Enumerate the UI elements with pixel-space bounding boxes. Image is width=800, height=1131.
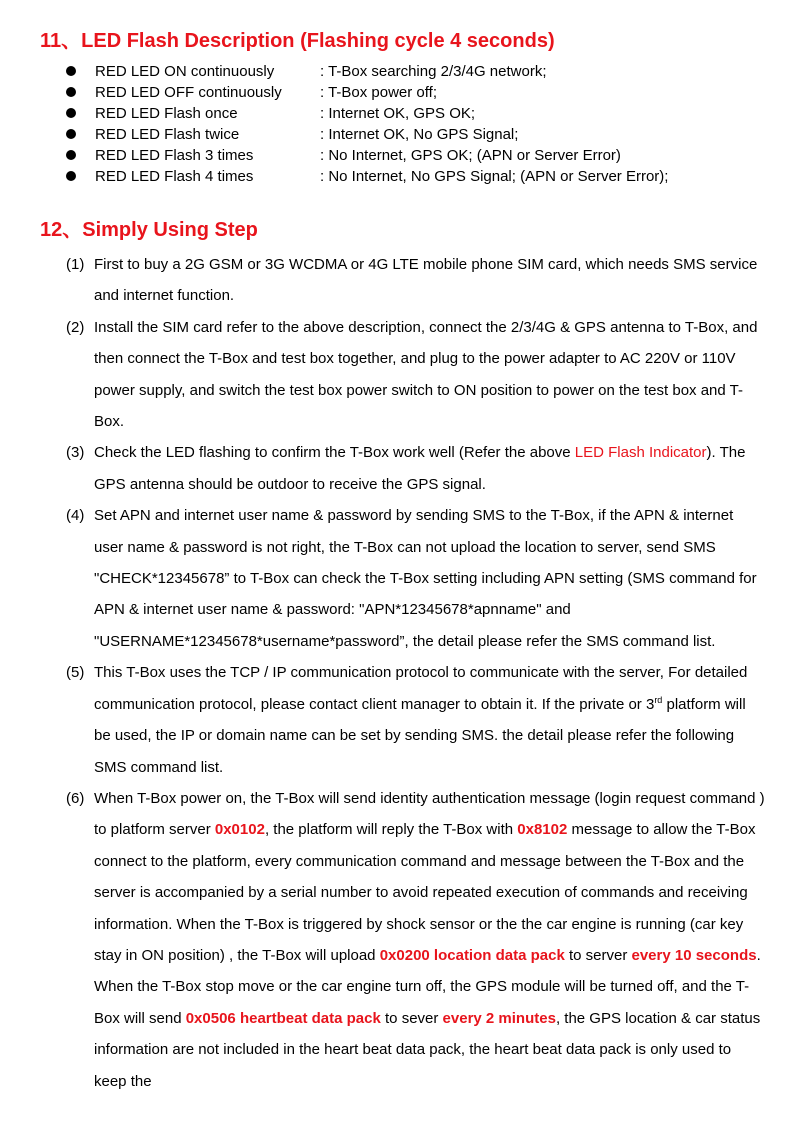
bullet-icon (66, 150, 76, 160)
step-text: . When the T-Box stop move or the car engine turn off, the GPS module will be turned off, and the T-Box will send (94, 946, 761, 1027)
led-state: RED LED Flash 3 times (95, 147, 254, 164)
bullet-icon (66, 87, 76, 97)
led-description: : No Internet, GPS OK; (APN or Server Error) (320, 147, 621, 164)
step-number: (3) (66, 444, 85, 462)
heartbeat-interval: every 2 minutes (442, 1009, 556, 1027)
location-pack-code: 0x0200 location data pack (379, 946, 565, 964)
led-state: RED LED ON continuously (95, 63, 275, 80)
led-description: : T-Box power off; (320, 84, 438, 101)
step-text: to sever (380, 1009, 443, 1027)
step-item (66, 437, 766, 500)
section-12-title: 12、Simply Using Step (40, 219, 258, 241)
step-number: (4) (66, 507, 85, 525)
step-item (66, 500, 766, 657)
step-number: (6) (66, 789, 85, 807)
reply-command-code: 0x8102 (517, 821, 568, 839)
bullet-icon (66, 171, 76, 181)
heartbeat-pack-code: 0x0506 heartbeat data pack (185, 1009, 381, 1027)
step-item (66, 249, 766, 312)
superscript: rd (654, 694, 663, 705)
location-interval: every 10 seconds (631, 946, 757, 964)
step-item (66, 783, 766, 1097)
step-text: Install the SIM card refer to the above description, connect the 2/3/4G & GPS antenna to T-Box, and then connect the T-Box and test box together, and plug to the power adapter to AC 220V or 110V power supply, and switch the test box power switch to ON position to power on the test box and T-Box. (94, 318, 758, 431)
led-description: : Internet OK, GPS OK; (320, 105, 476, 122)
step-item (66, 312, 766, 438)
led-state: RED LED Flash 4 times (95, 168, 254, 185)
led-description: : No Internet, No GPS Signal; (APN or Server Error); (320, 168, 669, 185)
section-11-title: 11、LED Flash Description (Flashing cycle 4 seconds) (40, 30, 555, 52)
led-state: RED LED Flash twice (95, 126, 240, 143)
step-number: (1) (66, 256, 85, 273)
led-flash-indicator-reference: LED Flash Indicator (574, 444, 707, 462)
step-text: This T-Box uses the TCP / IP communication protocol to communicate with the server, For detailed communication protocol, please contact client manager to obtain it. If the private or 3 (94, 664, 748, 713)
step-item (66, 657, 766, 783)
step-text: Check the LED flashing to confirm the T-Box work well (Refer the above (94, 444, 575, 462)
bullet-icon (66, 66, 76, 76)
step-number: (2) (66, 318, 85, 336)
step-text: Set APN and internet user name & password by sending SMS to the T-Box, if the APN & internet user name & password is not right, the T-Box can not upload the location to server, send SMS "CHECK*12345678” to T-Box can check the T-Box setting including APN setting (SMS command for APN & internet user name & password: "APN*12345678*apnname" and "USERNAME*12345678*username*password”, the detail please refer the SMS command list. (94, 507, 757, 650)
step-number: (5) (66, 664, 85, 682)
led-description: : T-Box searching 2/3/4G network; (320, 63, 547, 80)
led-state: RED LED Flash once (95, 105, 238, 122)
login-command-code: 0x0102 (214, 821, 265, 839)
step-text: ). The GPS antenna should be outdoor to receive the GPS signal. (94, 444, 746, 493)
using-steps (66, 249, 766, 1097)
bullet-icon (66, 129, 76, 139)
step-text: platform will be used, the IP or domain name can be set by sending SMS. the detail please refer the following SMS command list. (94, 695, 746, 776)
step-text: , the GPS location & car status information are not included in the heart beat data pack, the heart beat data pack is only used to keep the (94, 1009, 761, 1090)
led-description: : Internet OK, No GPS Signal; (320, 126, 519, 143)
bullet-icon (66, 108, 76, 118)
led-state: RED LED OFF continuously (95, 84, 282, 101)
step-text: to server (564, 946, 632, 964)
step-text: When T-Box power on, the T-Box will send identity authentication message (login request command ) to platform server (94, 789, 765, 839)
step-text: , the platform will reply the T-Box with (264, 821, 518, 839)
step-text: First to buy a 2G GSM or 3G WCDMA or 4G LTE mobile phone SIM card, which needs SMS service and internet function. (94, 256, 758, 305)
step-text: message to allow the T-Box connect to the platform, every communication command and message between the T-Box and the server is accompanied by a serial number to avoid repeated execution of commands and receiving information. When the T-Box is triggered by shock sensor or the the car engine is running (car key stay in ON position) , the T-Box will upload (94, 821, 756, 964)
